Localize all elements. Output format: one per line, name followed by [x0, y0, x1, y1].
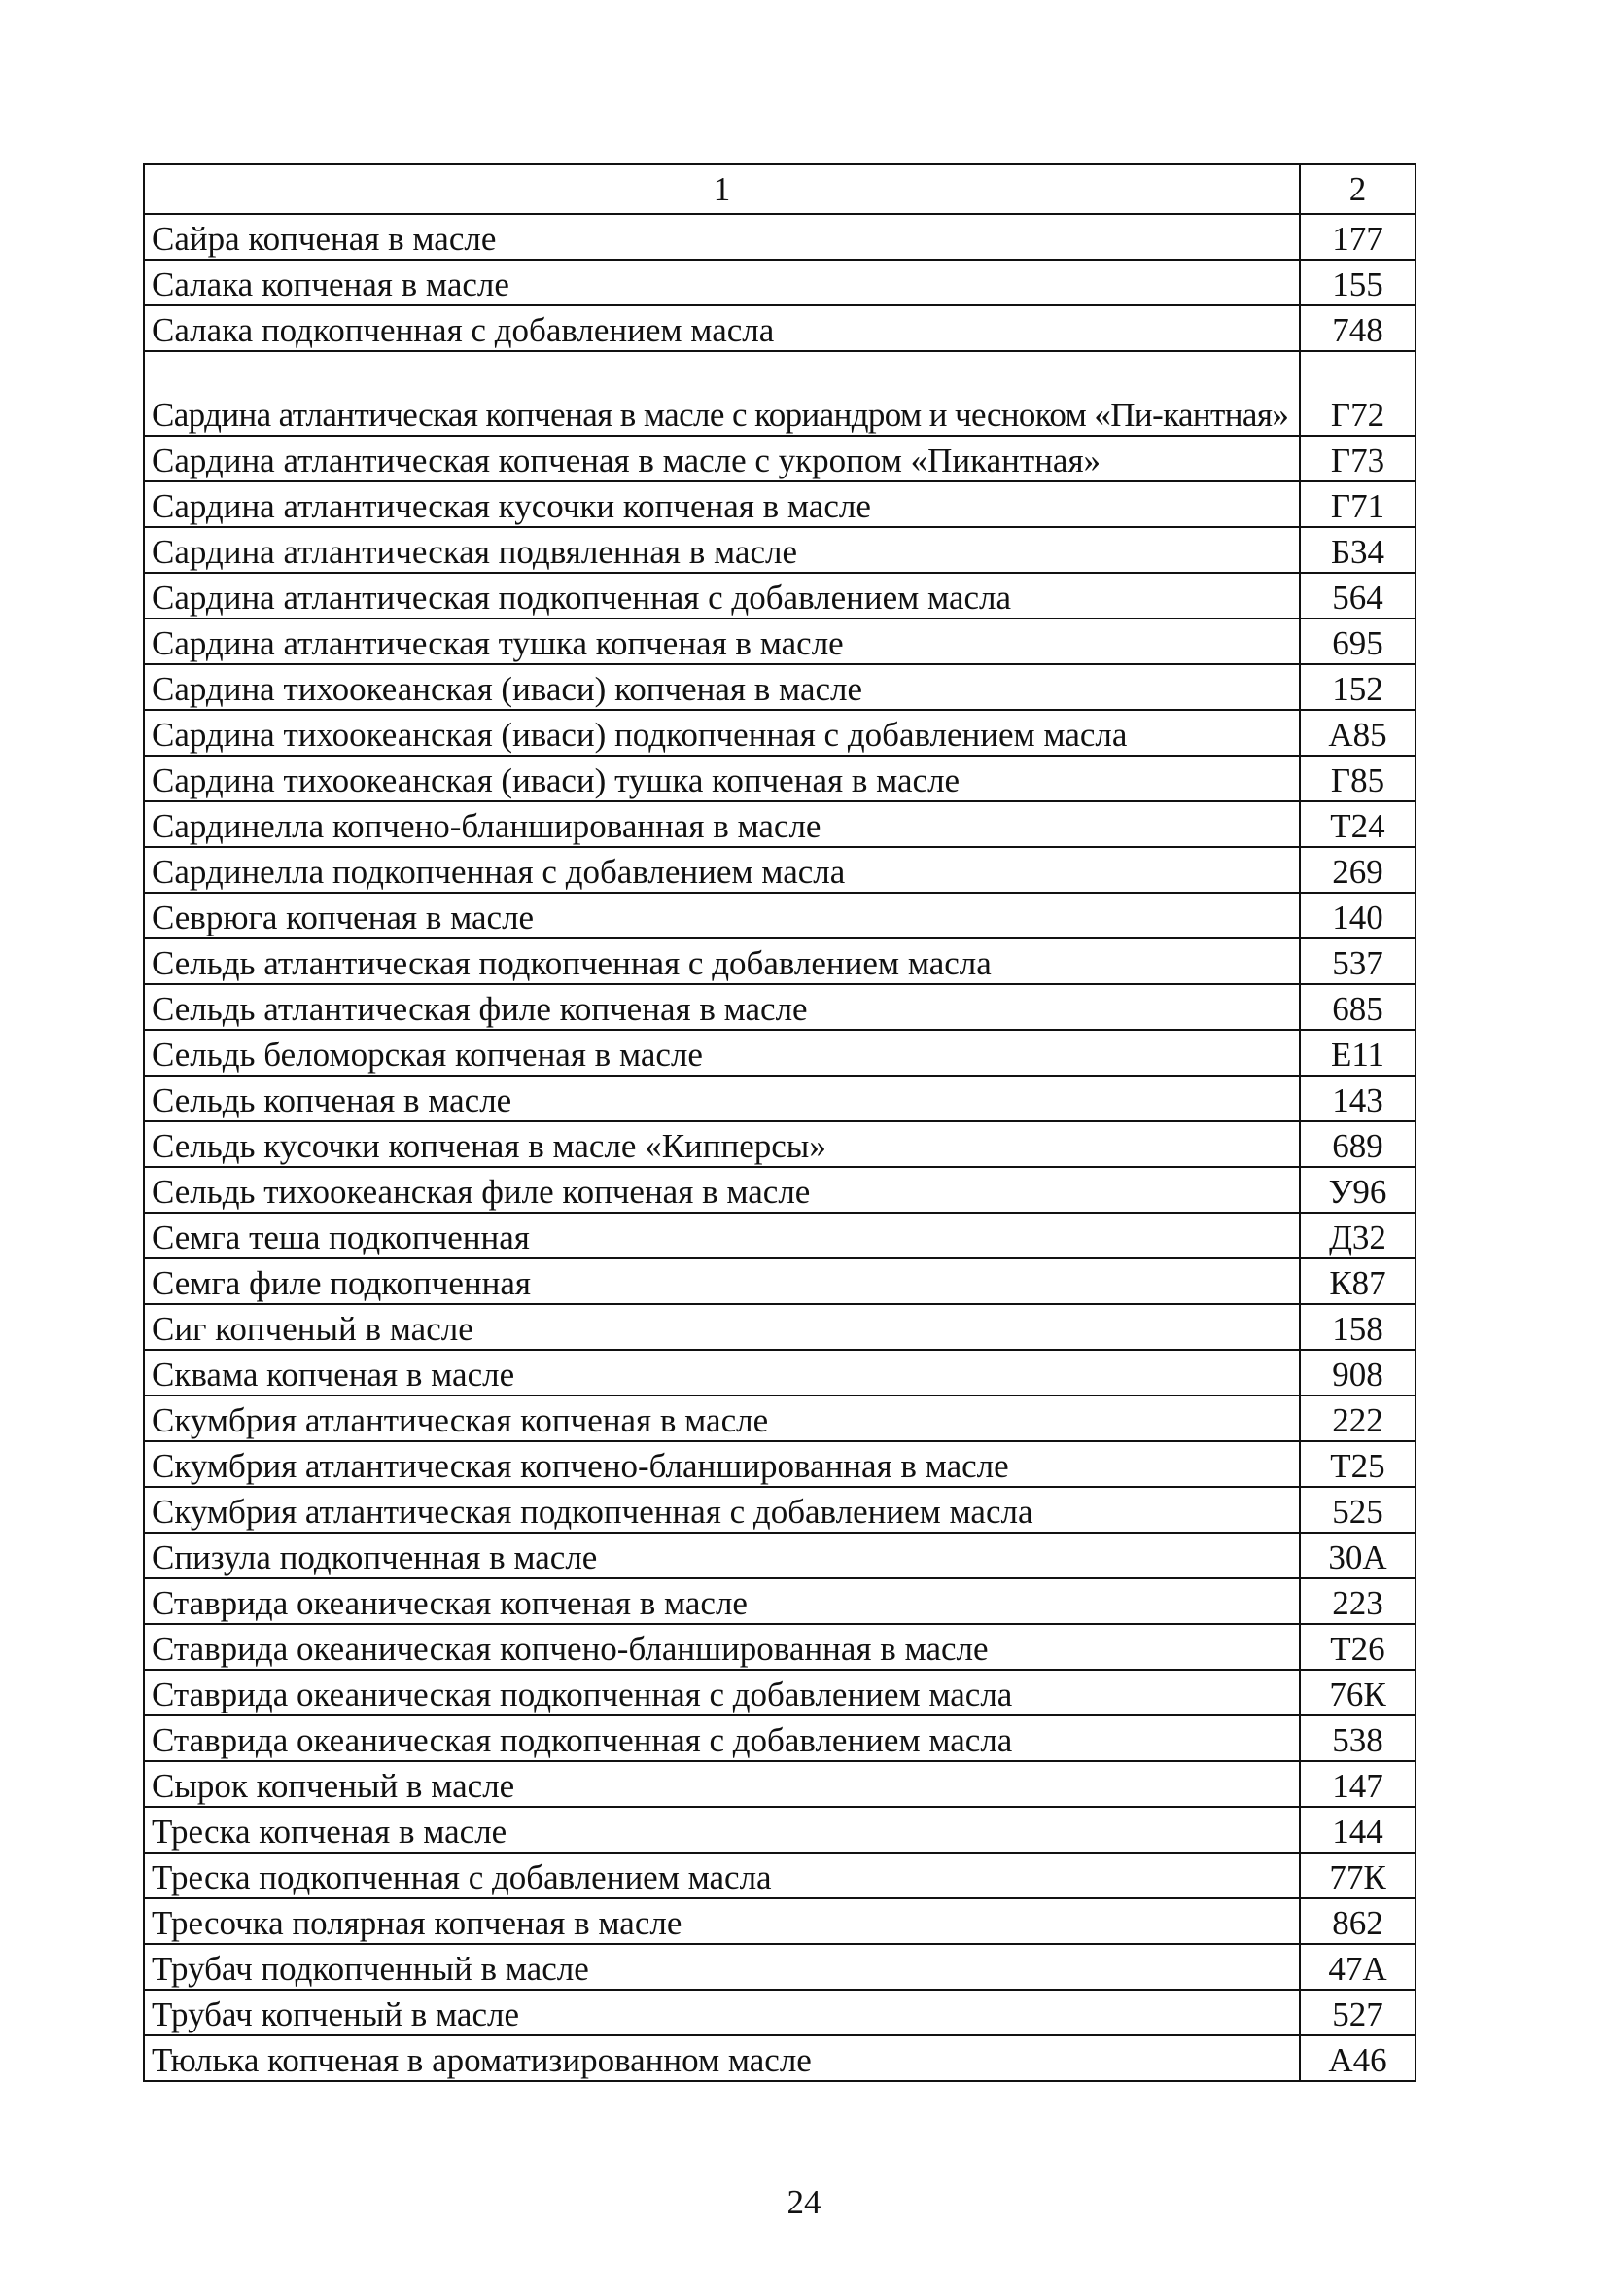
table-row: [144, 1350, 1416, 1395]
table-row: [144, 664, 1416, 710]
table-header-row: [144, 164, 1416, 214]
product-name: Сардина атлантическая подкопченная с добавлением масла: [144, 573, 1300, 618]
table-row: [144, 1853, 1416, 1898]
product-code: 143: [1300, 1076, 1416, 1121]
product-name: Тюлька копченая в ароматизированном масле: [144, 2035, 1300, 2081]
table-row: [144, 1944, 1416, 1990]
product-code: 147: [1300, 1761, 1416, 1807]
column-header-code: 2: [1300, 164, 1416, 214]
product-name: Салака подкопченная с добавлением масла: [144, 305, 1300, 351]
table-row: [144, 1441, 1416, 1487]
table-row: [144, 1578, 1416, 1624]
product-name: Сельдь копченая в масле: [144, 1076, 1300, 1121]
table-row: [144, 1213, 1416, 1258]
product-code: А46: [1300, 2035, 1416, 2081]
table-row: [144, 1761, 1416, 1807]
table-row: [144, 938, 1416, 984]
product-name: Трубач копченый в масле: [144, 1990, 1300, 2035]
product-code: 152: [1300, 664, 1416, 710]
product-name: Сельдь кусочки копченая в масле «Кипперсы»: [144, 1121, 1300, 1167]
product-name: Сардина атлантическая кусочки копченая в масле: [144, 481, 1300, 527]
product-name: Скумбрия атлантическая подкопченная с добавлением масла: [144, 1487, 1300, 1533]
table-row: [144, 1624, 1416, 1670]
product-code: 525: [1300, 1487, 1416, 1533]
product-code: 269: [1300, 847, 1416, 893]
table-row: [144, 351, 1416, 436]
product-code: 155: [1300, 260, 1416, 305]
product-name: Сельдь тихоокеанская филе копченая в масле: [144, 1167, 1300, 1213]
product-name: Сырок копченый в масле: [144, 1761, 1300, 1807]
product-code: 527: [1300, 1990, 1416, 2035]
table-row: [144, 260, 1416, 305]
product-code: 748: [1300, 305, 1416, 351]
product-name: Сельдь атлантическая филе копченая в масле: [144, 984, 1300, 1030]
product-code: 689: [1300, 1121, 1416, 1167]
product-name: Треска копченая в масле: [144, 1807, 1300, 1853]
product-code: 144: [1300, 1807, 1416, 1853]
product-code: Г73: [1300, 436, 1416, 481]
table-row: [144, 893, 1416, 938]
product-code: Т24: [1300, 801, 1416, 847]
product-code: Г71: [1300, 481, 1416, 527]
product-code: 564: [1300, 573, 1416, 618]
product-code: К87: [1300, 1258, 1416, 1304]
table-row: [144, 2035, 1416, 2081]
product-code: 223: [1300, 1578, 1416, 1624]
product-code: 862: [1300, 1898, 1416, 1944]
table-row: [144, 1898, 1416, 1944]
table-row: [144, 1121, 1416, 1167]
table-row: [144, 1487, 1416, 1533]
product-name: Ставрида океаническая подкопченная с добавлением масла: [144, 1670, 1300, 1715]
product-code: У96: [1300, 1167, 1416, 1213]
table-row: [144, 1715, 1416, 1761]
table-row: [144, 1670, 1416, 1715]
product-name: Севрюга копченая в масле: [144, 893, 1300, 938]
product-code: 158: [1300, 1304, 1416, 1350]
table-row: [144, 847, 1416, 893]
product-code: Т25: [1300, 1441, 1416, 1487]
table-row: [144, 1533, 1416, 1578]
product-code: Т26: [1300, 1624, 1416, 1670]
table-row: [144, 1304, 1416, 1350]
product-name: Скумбрия атлантическая копчено-бланшированная в масле: [144, 1441, 1300, 1487]
table-row: [144, 305, 1416, 351]
product-code: Г85: [1300, 756, 1416, 801]
product-name: Тресочка полярная копченая в масле: [144, 1898, 1300, 1944]
product-name: Семга филе подкопченная: [144, 1258, 1300, 1304]
table-row: [144, 1076, 1416, 1121]
product-code: 538: [1300, 1715, 1416, 1761]
product-code: 685: [1300, 984, 1416, 1030]
product-name: Сквама копченая в масле: [144, 1350, 1300, 1395]
table-row: [144, 1395, 1416, 1441]
table-row: [144, 527, 1416, 573]
product-name: Скумбрия атлантическая копченая в масле: [144, 1395, 1300, 1441]
table-row: [144, 801, 1416, 847]
product-name: Сардинелла копчено-бланшированная в масле: [144, 801, 1300, 847]
product-name: Сельдь беломорская копченая в масле: [144, 1030, 1300, 1076]
product-code: 695: [1300, 618, 1416, 664]
column-header-name: 1: [144, 164, 1300, 214]
product-code: Д32: [1300, 1213, 1416, 1258]
product-name: Сардина атлантическая тушка копченая в масле: [144, 618, 1300, 664]
product-name: Сардина атлантическая копченая в масле с кориандром и чесноком «Пи-кантная»: [144, 351, 1300, 436]
product-name: Ставрида океаническая копченая в масле: [144, 1578, 1300, 1624]
table-row: [144, 1167, 1416, 1213]
product-code: 77К: [1300, 1853, 1416, 1898]
product-code: 76К: [1300, 1670, 1416, 1715]
product-name: Сардина атлантическая копченая в масле с укропом «Пикантная»: [144, 436, 1300, 481]
product-code: 537: [1300, 938, 1416, 984]
product-name: Сиг копченый в масле: [144, 1304, 1300, 1350]
product-name: Ставрида океаническая подкопченная с добавлением масла: [144, 1715, 1300, 1761]
table-row: [144, 481, 1416, 527]
table-row: [144, 984, 1416, 1030]
product-name: Трубач подкопченный в масле: [144, 1944, 1300, 1990]
product-name: Сардина тихоокеанская (иваси) копченая в масле: [144, 664, 1300, 710]
table-row: [144, 756, 1416, 801]
table-row: [144, 1807, 1416, 1853]
table-row: [144, 573, 1416, 618]
product-name: Сельдь атлантическая подкопченная с добавлением масла: [144, 938, 1300, 984]
table-row: [144, 618, 1416, 664]
page-number: 24: [787, 2183, 821, 2221]
table-row: [144, 1258, 1416, 1304]
table-row: [144, 214, 1416, 260]
product-name: Семга теша подкопченная: [144, 1213, 1300, 1258]
product-code: 177: [1300, 214, 1416, 260]
product-name: Сардина тихоокеанская (иваси) тушка копченая в масле: [144, 756, 1300, 801]
product-name: Сайра копченая в масле: [144, 214, 1300, 260]
product-code: 222: [1300, 1395, 1416, 1441]
product-code: А85: [1300, 710, 1416, 756]
product-name: Спизула подкопченная в масле: [144, 1533, 1300, 1578]
product-code: 47А: [1300, 1944, 1416, 1990]
product-code: 30А: [1300, 1533, 1416, 1578]
product-name: Сардина атлантическая подвяленная в масле: [144, 527, 1300, 573]
table-row: [144, 436, 1416, 481]
product-code: 908: [1300, 1350, 1416, 1395]
product-code: Е11: [1300, 1030, 1416, 1076]
product-name: Треска подкопченная с добавлением масла: [144, 1853, 1300, 1898]
product-code: Г72: [1300, 351, 1416, 436]
product-code-table: [143, 163, 1416, 2082]
product-name: Сардина тихоокеанская (иваси) подкопченная с добавлением масла: [144, 710, 1300, 756]
product-name: Ставрида океаническая копчено-бланшированная в масле: [144, 1624, 1300, 1670]
product-code: Б34: [1300, 527, 1416, 573]
product-code: 140: [1300, 893, 1416, 938]
product-name: Сардинелла подкопченная с добавлением масла: [144, 847, 1300, 893]
table-row: [144, 1030, 1416, 1076]
table-row: [144, 1990, 1416, 2035]
table-row: [144, 710, 1416, 756]
product-name: Салака копченая в масле: [144, 260, 1300, 305]
